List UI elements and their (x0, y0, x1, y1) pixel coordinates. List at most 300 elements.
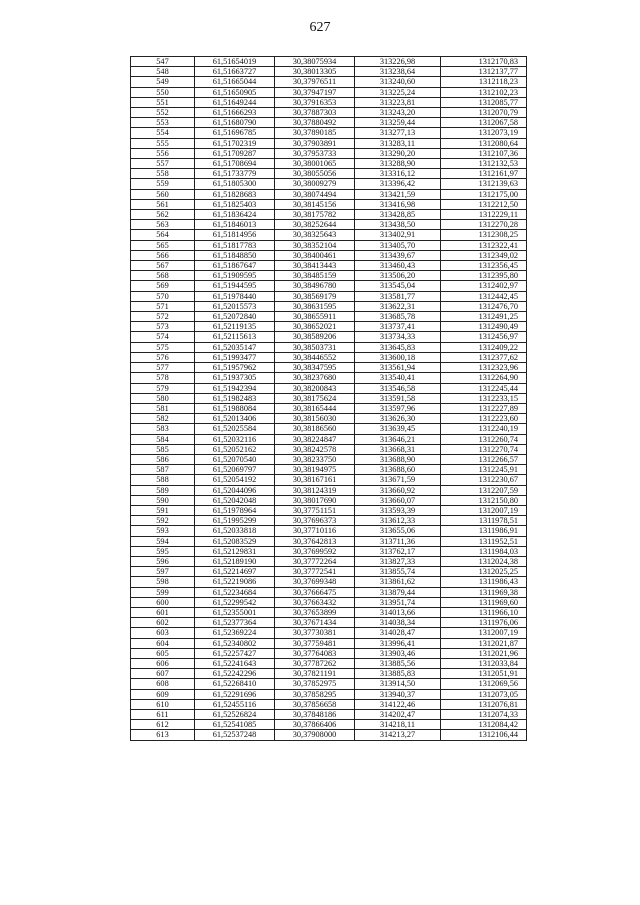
cell-coord-y: 1312080,64 (441, 138, 527, 148)
cell-longitude: 30,38503731 (275, 342, 355, 352)
cell-point-number: 600 (131, 597, 195, 607)
cell-point-number: 564 (131, 230, 195, 240)
table-row (131, 577, 527, 587)
cell-point-number: 604 (131, 638, 195, 648)
cell-point-number: 586 (131, 454, 195, 464)
cell-coord-x: 313421,59 (355, 189, 441, 199)
cell-coord-x: 313597,96 (355, 403, 441, 413)
table-row (131, 485, 527, 495)
cell-coord-y: 1312456,97 (441, 332, 527, 342)
cell-longitude: 30,38145156 (275, 199, 355, 209)
cell-latitude: 61,51805300 (195, 179, 275, 189)
cell-coord-x: 313238,64 (355, 67, 441, 77)
table-row (131, 342, 527, 352)
cell-point-number: 589 (131, 485, 195, 495)
cell-point-number: 585 (131, 444, 195, 454)
cell-coord-x: 313545,04 (355, 281, 441, 291)
cell-latitude: 61,51828683 (195, 189, 275, 199)
cell-coord-x: 313668,31 (355, 444, 441, 454)
table-row (131, 301, 527, 311)
cell-point-number: 573 (131, 322, 195, 332)
cell-latitude: 61,51944595 (195, 281, 275, 291)
cell-coord-x: 313439,67 (355, 250, 441, 260)
cell-point-number: 588 (131, 475, 195, 485)
cell-coord-y: 1312024,38 (441, 556, 527, 566)
cell-point-number: 552 (131, 108, 195, 118)
cell-latitude: 61,51995299 (195, 516, 275, 526)
cell-coord-y: 1312073,05 (441, 689, 527, 699)
cell-point-number: 550 (131, 87, 195, 97)
cell-point-number: 583 (131, 424, 195, 434)
cell-latitude: 61,52537248 (195, 730, 275, 740)
cell-longitude: 30,37710116 (275, 526, 355, 536)
cell-point-number: 571 (131, 301, 195, 311)
cell-longitude: 30,38156030 (275, 414, 355, 424)
cell-coord-y: 1311986,91 (441, 526, 527, 536)
table-row (131, 628, 527, 638)
cell-longitude: 30,37976511 (275, 77, 355, 87)
cell-point-number: 553 (131, 118, 195, 128)
cell-latitude: 61,51848850 (195, 250, 275, 260)
cell-latitude: 61,52340802 (195, 638, 275, 648)
table-row (131, 710, 527, 720)
cell-point-number: 609 (131, 689, 195, 699)
cell-coord-x: 313855,74 (355, 567, 441, 577)
cell-latitude: 61,52072840 (195, 312, 275, 322)
cell-coord-y: 1312442,45 (441, 291, 527, 301)
cell-coord-y: 1312349,02 (441, 250, 527, 260)
cell-coord-y: 1312227,89 (441, 403, 527, 413)
cell-point-number: 580 (131, 393, 195, 403)
cell-longitude: 30,38013305 (275, 67, 355, 77)
cell-longitude: 30,37730381 (275, 628, 355, 638)
cell-point-number: 591 (131, 505, 195, 515)
cell-latitude: 61,52219086 (195, 577, 275, 587)
cell-longitude: 30,37856658 (275, 699, 355, 709)
cell-latitude: 61,51663727 (195, 67, 275, 77)
cell-point-number: 581 (131, 403, 195, 413)
cell-latitude: 61,52299542 (195, 597, 275, 607)
table-row (131, 281, 527, 291)
cell-latitude: 61,51846013 (195, 220, 275, 230)
table-row (131, 403, 527, 413)
cell-coord-x: 313639,45 (355, 424, 441, 434)
cell-point-number: 551 (131, 97, 195, 107)
cell-latitude: 61,51702319 (195, 138, 275, 148)
cell-coord-y: 1312025,25 (441, 567, 527, 577)
cell-point-number: 565 (131, 240, 195, 250)
cell-point-number: 598 (131, 577, 195, 587)
cell-coord-x: 313660,07 (355, 495, 441, 505)
cell-point-number: 561 (131, 199, 195, 209)
cell-longitude: 30,37848186 (275, 710, 355, 720)
cell-coord-y: 1312150,80 (441, 495, 527, 505)
cell-point-number: 592 (131, 516, 195, 526)
table-row (131, 373, 527, 383)
table-row (131, 271, 527, 281)
cell-longitude: 30,37696373 (275, 516, 355, 526)
cell-coord-x: 314122,46 (355, 699, 441, 709)
cell-coord-y: 1312051,91 (441, 669, 527, 679)
cell-coord-y: 1312084,42 (441, 720, 527, 730)
cell-latitude: 61,52070540 (195, 454, 275, 464)
cell-coord-x: 313685,78 (355, 312, 441, 322)
cell-longitude: 30,38075934 (275, 57, 355, 67)
cell-coord-y: 1312240,19 (441, 424, 527, 434)
cell-longitude: 30,38124319 (275, 485, 355, 495)
cell-coord-x: 313885,83 (355, 669, 441, 679)
table-row (131, 444, 527, 454)
table-row (131, 67, 527, 77)
cell-longitude: 30,37908000 (275, 730, 355, 740)
cell-longitude: 30,38242578 (275, 444, 355, 454)
cell-point-number: 570 (131, 291, 195, 301)
table-row (131, 546, 527, 556)
table-row (131, 250, 527, 260)
cell-latitude: 61,51836424 (195, 210, 275, 220)
table-row (131, 261, 527, 271)
cell-point-number: 555 (131, 138, 195, 148)
cell-longitude: 30,38175782 (275, 210, 355, 220)
cell-point-number: 560 (131, 189, 195, 199)
cell-point-number: 563 (131, 220, 195, 230)
cell-coord-x: 313903,46 (355, 648, 441, 658)
cell-longitude: 30,37821191 (275, 669, 355, 679)
cell-latitude: 61,51957962 (195, 363, 275, 373)
cell-point-number: 554 (131, 128, 195, 138)
table-row (131, 148, 527, 158)
cell-point-number: 574 (131, 332, 195, 342)
cell-latitude: 61,52355001 (195, 607, 275, 617)
table-row (131, 536, 527, 546)
table-row (131, 118, 527, 128)
cell-longitude: 30,37880492 (275, 118, 355, 128)
cell-coord-x: 313762,17 (355, 546, 441, 556)
cell-coord-y: 1312069,56 (441, 679, 527, 689)
cell-point-number: 593 (131, 526, 195, 536)
cell-coord-y: 1312270,74 (441, 444, 527, 454)
cell-point-number: 578 (131, 373, 195, 383)
cell-point-number: 549 (131, 77, 195, 87)
cell-coord-x: 313646,21 (355, 434, 441, 444)
cell-coord-x: 313460,43 (355, 261, 441, 271)
cell-latitude: 61,52242296 (195, 669, 275, 679)
table-row (131, 730, 527, 740)
cell-coord-x: 313405,70 (355, 240, 441, 250)
cell-coord-y: 1312132,53 (441, 159, 527, 169)
cell-longitude: 30,37887303 (275, 108, 355, 118)
cell-longitude: 30,38325643 (275, 230, 355, 240)
table-row (131, 210, 527, 220)
cell-latitude: 61,52052162 (195, 444, 275, 454)
cell-longitude: 30,38194975 (275, 465, 355, 475)
cell-coord-y: 1312073,19 (441, 128, 527, 138)
cell-latitude: 61,52032116 (195, 434, 275, 444)
cell-latitude: 61,52119135 (195, 322, 275, 332)
cell-coord-x: 313861,62 (355, 577, 441, 587)
cell-latitude: 61,52234684 (195, 587, 275, 597)
cell-longitude: 30,37671434 (275, 618, 355, 628)
cell-coord-x: 313561,94 (355, 363, 441, 373)
cell-longitude: 30,37642813 (275, 536, 355, 546)
cell-longitude: 30,38252644 (275, 220, 355, 230)
cell-longitude: 30,38186560 (275, 424, 355, 434)
cell-latitude: 61,52115613 (195, 332, 275, 342)
coordinates-table-body (131, 57, 527, 741)
table-row (131, 689, 527, 699)
table-row (131, 679, 527, 689)
cell-coord-x: 313996,41 (355, 638, 441, 648)
cell-coord-x: 313581,77 (355, 291, 441, 301)
cell-coord-x: 313259,44 (355, 118, 441, 128)
cell-latitude: 61,52025584 (195, 424, 275, 434)
cell-coord-y: 1312323,96 (441, 363, 527, 373)
cell-coord-x: 313879,44 (355, 587, 441, 597)
table-row (131, 638, 527, 648)
cell-latitude: 61,51988084 (195, 403, 275, 413)
cell-longitude: 30,37751151 (275, 505, 355, 515)
cell-coord-x: 313396,42 (355, 179, 441, 189)
cell-longitude: 30,37764083 (275, 648, 355, 658)
cell-coord-x: 313546,58 (355, 383, 441, 393)
table-row (131, 159, 527, 169)
table-row (131, 138, 527, 148)
table-row (131, 352, 527, 362)
cell-latitude: 61,51665044 (195, 77, 275, 87)
cell-point-number: 548 (131, 67, 195, 77)
cell-latitude: 61,52013406 (195, 414, 275, 424)
cell-longitude: 30,38655911 (275, 312, 355, 322)
cell-longitude: 30,37890185 (275, 128, 355, 138)
cell-latitude: 61,52541085 (195, 720, 275, 730)
cell-longitude: 30,37916353 (275, 97, 355, 107)
cell-coord-y: 1311966,10 (441, 607, 527, 617)
cell-coord-y: 1312308,25 (441, 230, 527, 240)
table-row (131, 87, 527, 97)
table-row (131, 556, 527, 566)
cell-longitude: 30,37858295 (275, 689, 355, 699)
cell-coord-y: 1312264,90 (441, 373, 527, 383)
cell-coord-x: 314202,47 (355, 710, 441, 720)
cell-coord-y: 1312212,50 (441, 199, 527, 209)
cell-coord-x: 313240,60 (355, 77, 441, 87)
cell-point-number: 568 (131, 271, 195, 281)
cell-coord-y: 1312067,58 (441, 118, 527, 128)
cell-longitude: 30,38589206 (275, 332, 355, 342)
cell-point-number: 599 (131, 587, 195, 597)
cell-point-number: 566 (131, 250, 195, 260)
table-row (131, 414, 527, 424)
cell-coord-x: 313622,31 (355, 301, 441, 311)
cell-latitude: 61,52268410 (195, 679, 275, 689)
cell-longitude: 30,37699348 (275, 577, 355, 587)
cell-point-number: 608 (131, 679, 195, 689)
cell-point-number: 556 (131, 148, 195, 158)
cell-longitude: 30,38400461 (275, 250, 355, 260)
cell-latitude: 61,51708694 (195, 159, 275, 169)
page-number: 627 (309, 20, 331, 35)
table-row (131, 475, 527, 485)
table-row (131, 363, 527, 373)
table-row (131, 128, 527, 138)
cell-coord-x: 313283,11 (355, 138, 441, 148)
cell-coord-y: 1312377,62 (441, 352, 527, 362)
cell-latitude: 61,52189190 (195, 556, 275, 566)
cell-longitude: 30,38224847 (275, 434, 355, 444)
cell-longitude: 30,37772541 (275, 567, 355, 577)
table-row (131, 720, 527, 730)
cell-longitude: 30,38413443 (275, 261, 355, 271)
cell-coord-x: 313591,58 (355, 393, 441, 403)
cell-coord-y: 1312266,57 (441, 454, 527, 464)
cell-coord-x: 313645,83 (355, 342, 441, 352)
table-row (131, 424, 527, 434)
cell-longitude: 30,38347595 (275, 363, 355, 373)
cell-latitude: 61,52377364 (195, 618, 275, 628)
table-row (131, 199, 527, 209)
cell-longitude: 30,38496780 (275, 281, 355, 291)
cell-point-number: 597 (131, 567, 195, 577)
table-row (131, 465, 527, 475)
table-row (131, 587, 527, 597)
table-row (131, 291, 527, 301)
table-row (131, 648, 527, 658)
cell-longitude: 30,38200843 (275, 383, 355, 393)
cell-latitude: 61,51817783 (195, 240, 275, 250)
cell-point-number: 596 (131, 556, 195, 566)
cell-longitude: 30,38233750 (275, 454, 355, 464)
cell-coord-x: 313660,92 (355, 485, 441, 495)
cell-latitude: 61,51733779 (195, 169, 275, 179)
cell-latitude: 61,52241643 (195, 658, 275, 668)
cell-latitude: 61,52069797 (195, 465, 275, 475)
cell-coord-x: 313734,33 (355, 332, 441, 342)
table-row (131, 618, 527, 628)
cell-coord-y: 1311986,43 (441, 577, 527, 587)
cell-point-number: 587 (131, 465, 195, 475)
cell-longitude: 30,38074494 (275, 189, 355, 199)
cell-latitude: 61,52257427 (195, 648, 275, 658)
cell-coord-y: 1312476,70 (441, 301, 527, 311)
cell-longitude: 30,38055056 (275, 169, 355, 179)
table-row (131, 77, 527, 87)
cell-coord-y: 1312102,23 (441, 87, 527, 97)
cell-coord-x: 313612,33 (355, 516, 441, 526)
cell-longitude: 30,37852975 (275, 679, 355, 689)
cell-longitude: 30,37666475 (275, 587, 355, 597)
cell-latitude: 61,51909595 (195, 271, 275, 281)
table-row (131, 495, 527, 505)
coordinates-table (130, 56, 527, 741)
cell-coord-y: 1312356,45 (441, 261, 527, 271)
cell-latitude: 61,52054192 (195, 475, 275, 485)
cell-coord-y: 1312074,33 (441, 710, 527, 720)
cell-latitude: 61,51978440 (195, 291, 275, 301)
cell-coord-y: 1312233,15 (441, 393, 527, 403)
cell-point-number: 575 (131, 342, 195, 352)
table-row (131, 669, 527, 679)
table-row (131, 108, 527, 118)
cell-coord-x: 313600,18 (355, 352, 441, 362)
cell-coord-y: 1312402,97 (441, 281, 527, 291)
cell-latitude: 61,52044096 (195, 485, 275, 495)
cell-coord-x: 314213,27 (355, 730, 441, 740)
cell-latitude: 61,51709287 (195, 148, 275, 158)
cell-latitude: 61,52083529 (195, 536, 275, 546)
cell-coord-x: 314013,66 (355, 607, 441, 617)
cell-coord-x: 313827,33 (355, 556, 441, 566)
cell-point-number: 582 (131, 414, 195, 424)
cell-point-number: 562 (131, 210, 195, 220)
cell-latitude: 61,52369224 (195, 628, 275, 638)
cell-coord-x: 313671,59 (355, 475, 441, 485)
cell-latitude: 61,51993477 (195, 352, 275, 362)
cell-coord-y: 1312106,44 (441, 730, 527, 740)
cell-longitude: 30,38485159 (275, 271, 355, 281)
cell-coord-x: 313688,60 (355, 465, 441, 475)
table-row (131, 57, 527, 67)
cell-point-number: 607 (131, 669, 195, 679)
cell-longitude: 30,37903891 (275, 138, 355, 148)
cell-longitude: 30,37772264 (275, 556, 355, 566)
cell-coord-y: 1312021,96 (441, 648, 527, 658)
cell-coord-y: 1312245,91 (441, 465, 527, 475)
cell-coord-x: 313626,30 (355, 414, 441, 424)
cell-point-number: 612 (131, 720, 195, 730)
cell-coord-x: 313506,20 (355, 271, 441, 281)
cell-longitude: 30,38175624 (275, 393, 355, 403)
cell-coord-y: 1311984,03 (441, 546, 527, 556)
cell-coord-y: 1312161,97 (441, 169, 527, 179)
cell-latitude: 61,52015573 (195, 301, 275, 311)
cell-point-number: 602 (131, 618, 195, 628)
cell-coord-y: 1312491,25 (441, 312, 527, 322)
cell-coord-x: 313402,91 (355, 230, 441, 240)
cell-point-number: 606 (131, 658, 195, 668)
table-row (131, 322, 527, 332)
cell-longitude: 30,38165444 (275, 403, 355, 413)
cell-coord-x: 313711,36 (355, 536, 441, 546)
cell-coord-y: 1312033,84 (441, 658, 527, 668)
cell-coord-y: 1311976,06 (441, 618, 527, 628)
cell-point-number: 594 (131, 536, 195, 546)
table-row (131, 454, 527, 464)
cell-coord-x: 314038,34 (355, 618, 441, 628)
cell-point-number: 557 (131, 159, 195, 169)
cell-latitude: 61,51937305 (195, 373, 275, 383)
cell-longitude: 30,38631595 (275, 301, 355, 311)
cell-coord-x: 313951,74 (355, 597, 441, 607)
table-row (131, 505, 527, 515)
cell-coord-x: 313593,39 (355, 505, 441, 515)
cell-longitude: 30,38237680 (275, 373, 355, 383)
cell-coord-y: 1312139,63 (441, 179, 527, 189)
cell-coord-y: 1312223,60 (441, 414, 527, 424)
table-row (131, 179, 527, 189)
cell-longitude: 30,38446552 (275, 352, 355, 362)
cell-coord-y: 1312395,80 (441, 271, 527, 281)
cell-longitude: 30,38009279 (275, 179, 355, 189)
cell-coord-x: 313885,56 (355, 658, 441, 668)
cell-point-number: 577 (131, 363, 195, 373)
cell-latitude: 61,51649244 (195, 97, 275, 107)
cell-latitude: 61,52035147 (195, 342, 275, 352)
cell-coord-y: 1312322,41 (441, 240, 527, 250)
cell-coord-x: 313277,13 (355, 128, 441, 138)
cell-coord-y: 1312076,81 (441, 699, 527, 709)
cell-coord-y: 1312107,36 (441, 148, 527, 158)
cell-coord-y: 1311969,38 (441, 587, 527, 597)
